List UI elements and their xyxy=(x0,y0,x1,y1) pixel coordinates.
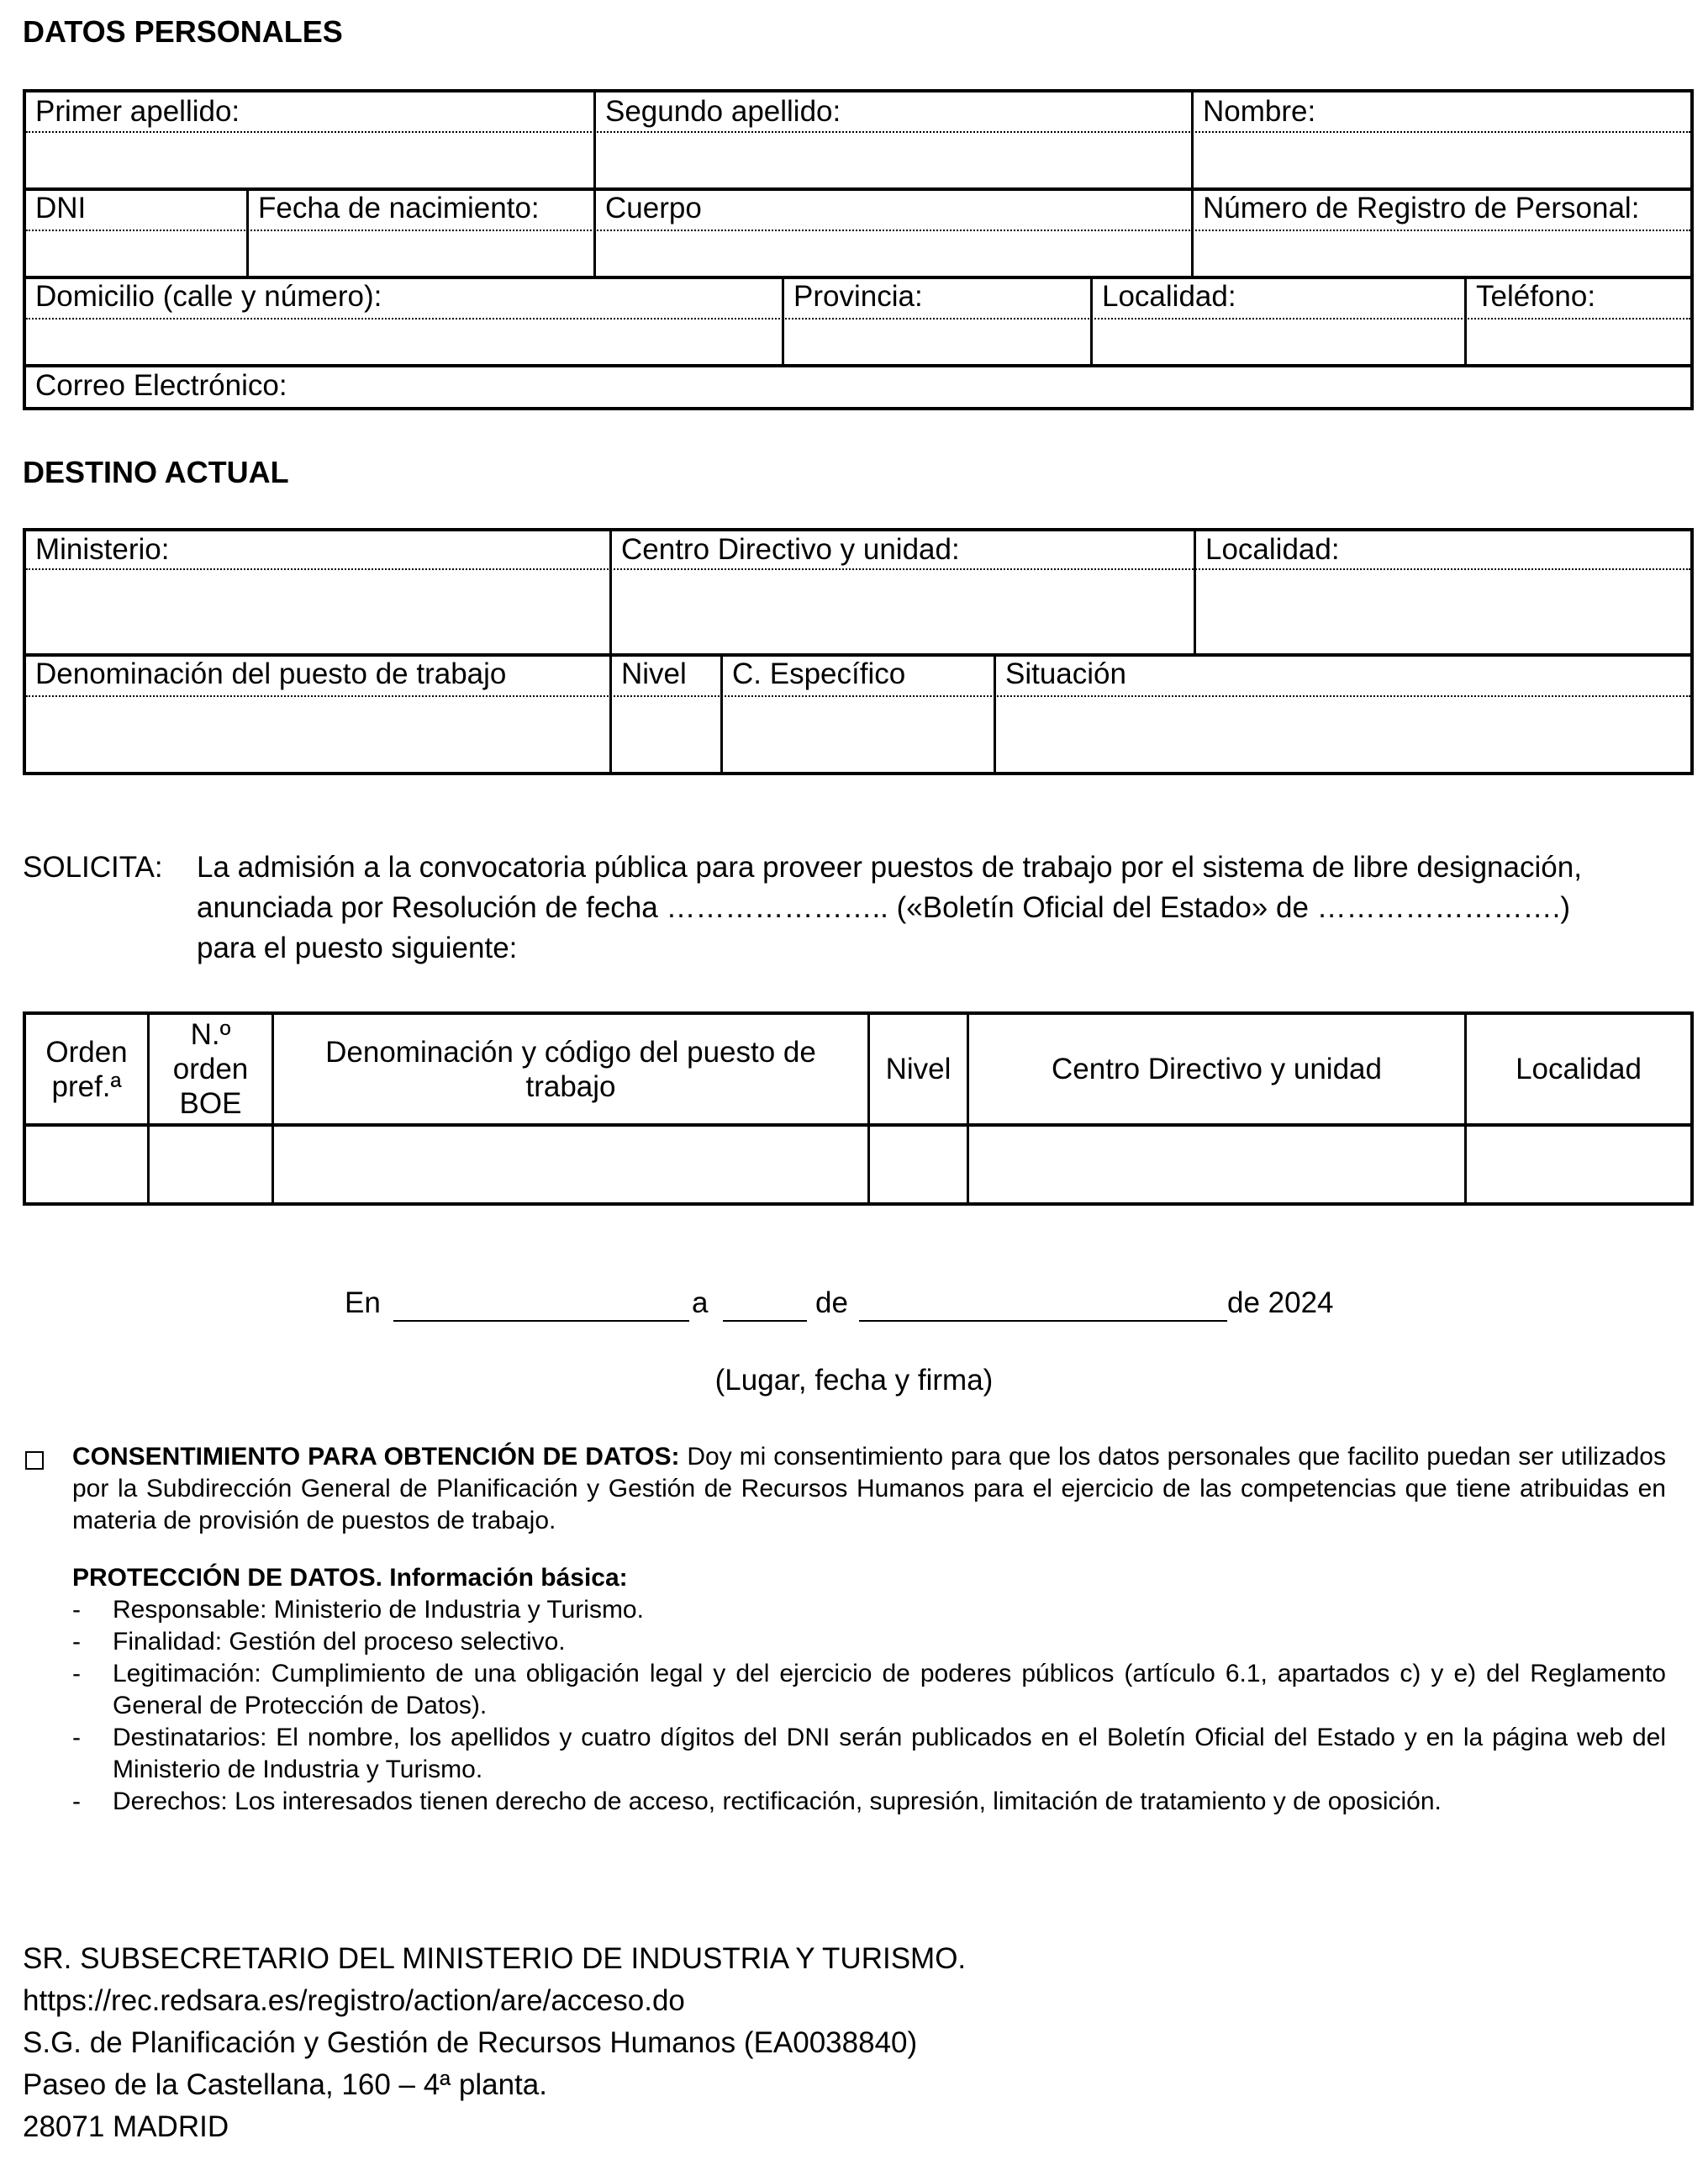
label-nivel: Nivel xyxy=(621,657,687,690)
label-fecha-nacimiento: Fecha de nacimiento: xyxy=(258,192,540,224)
consent-text: Doy mi consentimiento para que los datos personales que facilito puedan ser utilizados por la Subdirección General de Planificación y Gestión de Recursos Humanos para el ejercicio de las competencias que tiene atribuidas en materia de provisión de puestos de trabajo. xyxy=(72,1443,1666,1534)
label-telefono: Teléfono: xyxy=(1476,280,1596,313)
input-denominacion-codigo[interactable] xyxy=(274,1127,867,1202)
label-localidad: Localidad: xyxy=(1102,280,1236,313)
field-ministerio xyxy=(26,531,609,653)
header-denominacion-codigo: Denominación y código del puesto de trabajo xyxy=(325,1035,816,1103)
field-dni xyxy=(26,191,246,276)
list-bullet: - xyxy=(72,1628,81,1656)
input-lugar[interactable] xyxy=(393,1285,689,1322)
field-denominacion-puesto xyxy=(26,657,609,775)
solicita-line-1: La admisión a la convocatoria pública para proveer puestos de trabajo por el sistema de libre designación, xyxy=(197,851,1582,884)
list-item-destinatarios: Destinatarios: El nombre, los apellidos y cuatro dígitos del DNI serán publicados en el Boletín Oficial del Estado y en la página web del Ministerio de Industria y Turismo. xyxy=(113,1724,1666,1783)
label-centro-directivo: Centro Directivo y unidad: xyxy=(621,533,960,566)
field-segundo-apellido xyxy=(596,92,1191,187)
label-segundo-apellido: Segundo apellido: xyxy=(605,95,841,128)
label-domicilio: Domicilio (calle y número): xyxy=(35,280,382,313)
field-fecha-nacimiento xyxy=(249,191,593,276)
input-nivel-puesto[interactable] xyxy=(870,1127,967,1202)
field-primer-apellido xyxy=(26,92,593,187)
list-item-finalidad: Finalidad: Gestión del proceso selectivo. xyxy=(113,1628,566,1656)
label-dni: DNI xyxy=(35,192,87,224)
field-centro-directivo xyxy=(612,531,1194,653)
field-localidad-destino xyxy=(1196,531,1690,653)
list-bullet: - xyxy=(72,1660,81,1687)
input-nombre[interactable] xyxy=(1194,135,1690,185)
field-domicilio xyxy=(26,279,782,364)
list-item-legitimacion: Legitimación: Cumplimiento de una obligación legal y del ejercicio de poderes públicos (artículo 6.1, apartados c) y e) del Reglamento General de Protección de Datos). xyxy=(113,1660,1666,1719)
field-c-especifico xyxy=(723,657,994,775)
input-centro-directivo[interactable] xyxy=(612,573,1194,649)
field-nivel xyxy=(612,657,720,775)
solicita-label: SOLICITA: xyxy=(23,851,163,884)
input-correo[interactable] xyxy=(303,369,1682,404)
field-telefono xyxy=(1467,279,1690,364)
puestos-table xyxy=(23,1011,1694,1206)
input-localidad-destino[interactable] xyxy=(1196,573,1690,649)
field-provincia xyxy=(784,279,1090,364)
addressee-line-street: Paseo de la Castellana, 160 – 4ª planta. xyxy=(23,2068,547,2101)
header-nivel: Nivel xyxy=(885,1053,952,1085)
consent-checkbox[interactable] xyxy=(25,1451,44,1470)
input-segundo-apellido[interactable] xyxy=(596,135,1191,185)
firma-a-label: a xyxy=(692,1286,709,1319)
list-item-derechos: Derechos: Los interesados tienen derecho de acceso, rectificación, supresión, limitación de tratamiento y de oposición. xyxy=(113,1788,1442,1815)
solicita-line-2: anunciada por Resolución de fecha ………………….. («Boletín Oficial del Estado» de …………………….) xyxy=(197,891,1571,924)
field-correo xyxy=(26,367,1690,407)
firma-caption: (Lugar, fecha y firma) xyxy=(714,1364,994,1397)
input-mes[interactable] xyxy=(859,1285,1227,1322)
addressee-line-city: 28071 MADRID xyxy=(23,2110,229,2143)
input-orden-pref[interactable] xyxy=(26,1127,147,1202)
proteccion-datos-title: PROTECCIÓN DE DATOS. Información básica: xyxy=(72,1564,628,1592)
input-dia[interactable] xyxy=(723,1285,807,1322)
label-c-especifico: C. Específico xyxy=(732,657,906,690)
firma-en-label: En xyxy=(345,1286,381,1319)
list-bullet: - xyxy=(72,1788,81,1815)
input-primer-apellido[interactable] xyxy=(26,135,593,185)
label-denominacion-puesto: Denominación del puesto de trabajo xyxy=(35,657,507,690)
input-localidad[interactable] xyxy=(1093,321,1464,363)
datos-personales-table xyxy=(23,89,1694,410)
field-situacion xyxy=(996,657,1690,775)
list-item-responsable: Responsable: Ministerio de Industria y Turismo. xyxy=(113,1596,644,1624)
input-numero-orden-boe[interactable] xyxy=(150,1127,271,1202)
input-cuerpo[interactable] xyxy=(596,233,1191,275)
input-domicilio[interactable] xyxy=(26,321,782,363)
input-telefono[interactable] xyxy=(1467,321,1690,363)
firma-year-label: de 2024 xyxy=(1227,1286,1334,1319)
input-ministerio[interactable] xyxy=(26,573,609,649)
firma-de-label: de xyxy=(815,1286,848,1319)
addressee-line-url[interactable]: https://rec.redsara.es/registro/action/are/acceso.do xyxy=(23,1984,685,2017)
input-situacion[interactable] xyxy=(996,700,1690,772)
label-correo: Correo Electrónico: xyxy=(35,369,287,402)
input-centro-directivo-puesto[interactable] xyxy=(969,1127,1464,1202)
label-cuerpo: Cuerpo xyxy=(605,192,702,224)
field-localidad xyxy=(1093,279,1464,364)
input-denominacion-puesto[interactable] xyxy=(26,700,609,772)
header-localidad: Localidad xyxy=(1516,1053,1642,1085)
list-bullet: - xyxy=(72,1596,81,1624)
solicita-line-3: para el puesto siguiente: xyxy=(197,932,518,964)
destino-actual-table xyxy=(23,528,1694,775)
label-provincia: Provincia: xyxy=(793,280,923,313)
header-centro-directivo: Centro Directivo y unidad xyxy=(1052,1053,1382,1085)
field-nrp xyxy=(1194,191,1690,276)
label-primer-apellido: Primer apellido: xyxy=(35,95,240,128)
header-orden-pref: Orden pref.ª xyxy=(45,1035,128,1103)
header-numero-orden-boe: N.º orden BOE xyxy=(172,1018,249,1120)
consent-title: CONSENTIMIENTO PARA OBTENCIÓN DE DATOS: xyxy=(72,1443,680,1471)
input-dni[interactable] xyxy=(26,233,246,275)
section-title-datos-personales: DATOS PERSONALES xyxy=(23,14,343,49)
input-provincia[interactable] xyxy=(784,321,1090,363)
input-fecha-nacimiento[interactable] xyxy=(249,233,593,275)
consent-paragraph xyxy=(72,1441,1666,1537)
field-nombre xyxy=(1194,92,1690,187)
label-nombre: Nombre: xyxy=(1203,95,1316,128)
field-cuerpo xyxy=(596,191,1191,276)
addressee-line-unit: S.G. de Planificación y Gestión de Recursos Humanos (EA0038840) xyxy=(23,2026,918,2059)
label-ministerio: Ministerio: xyxy=(35,533,170,566)
input-nivel[interactable] xyxy=(612,700,720,772)
label-nrp: Número de Registro de Personal: xyxy=(1203,192,1640,224)
label-situacion: Situación xyxy=(1005,657,1126,690)
input-localidad-puesto[interactable] xyxy=(1467,1127,1690,1202)
label-localidad-destino: Localidad: xyxy=(1205,533,1340,566)
input-c-especifico[interactable] xyxy=(723,700,994,772)
section-title-destino-actual: DESTINO ACTUAL xyxy=(23,455,289,489)
input-nrp[interactable] xyxy=(1194,233,1690,275)
list-bullet: - xyxy=(72,1724,81,1751)
addressee-line-title: SR. SUBSECRETARIO DEL MINISTERIO DE INDUSTRIA Y TURISMO. xyxy=(23,1942,967,1975)
